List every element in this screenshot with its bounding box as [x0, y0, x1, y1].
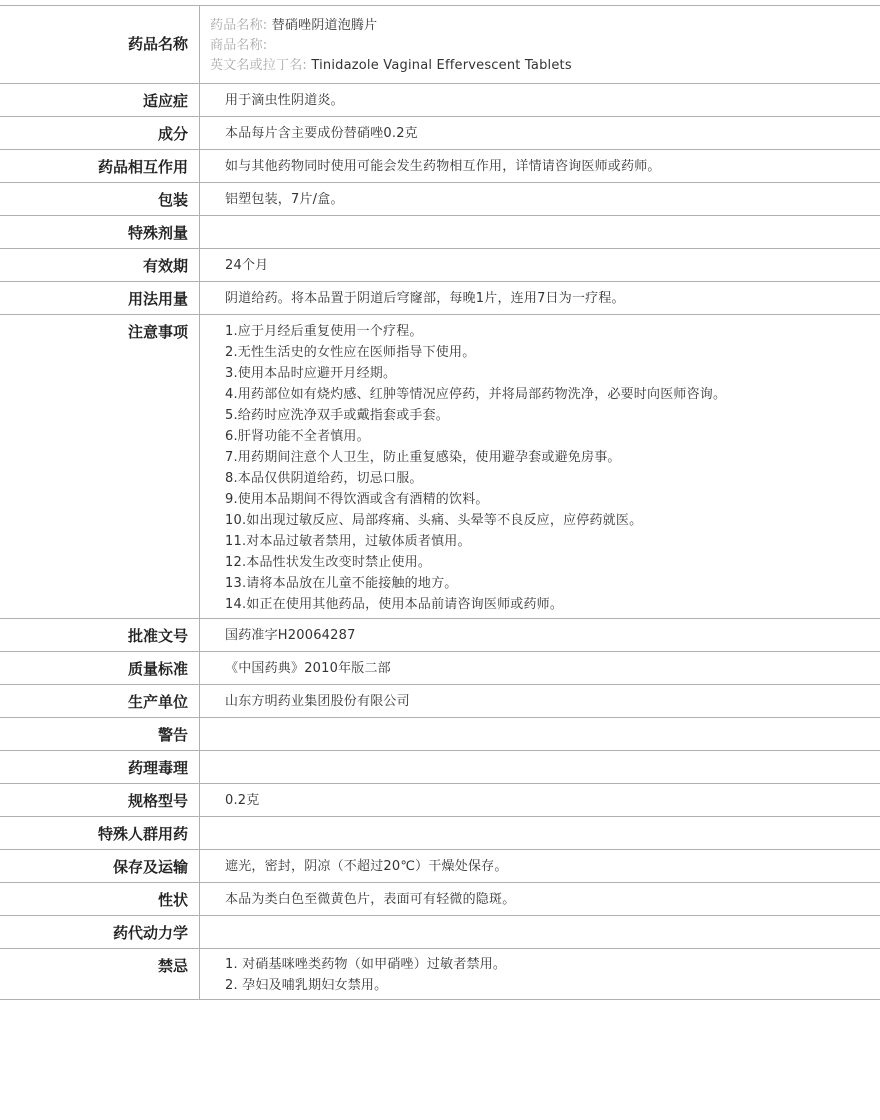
row-value: 0.2克 [225, 793, 260, 808]
row-dosage [0, 282, 880, 315]
list-item: 2. 孕妇及哺乳期妇女禁用。 [225, 978, 388, 993]
row-description [0, 883, 880, 916]
generic-name-value: 替硝唑阴道泡腾片 [271, 18, 378, 33]
row-special-populations [0, 817, 880, 850]
row-label: 适应症 [0, 84, 200, 116]
row-pharmacology [0, 751, 880, 784]
row-value: 阴道给药。将本品置于阴道后穹窿部，每晚1片，连用7日为一疗程。 [225, 291, 625, 306]
row-label: 质量标准 [0, 652, 200, 684]
list-item: 7.用药期间注意个人卫生，防止重复感染，使用避孕套或避免房事。 [225, 450, 621, 465]
list-item: 8.本品仅供阴道给药，切忌口服。 [225, 471, 423, 486]
list-item: 1. 对硝基咪唑类药物（如甲硝唑）过敏者禁用。 [225, 957, 507, 972]
row-manufacturer [0, 685, 880, 718]
row-drug-name [0, 6, 880, 84]
row-value [200, 718, 880, 750]
generic-name-label: 药品名称: [210, 18, 268, 33]
row-label: 警告 [0, 718, 200, 750]
trade-name-line [210, 36, 880, 56]
row-indications [0, 84, 880, 117]
row-label: 特殊剂量 [0, 216, 200, 248]
row-approval-number [0, 619, 880, 652]
row-label: 药品相互作用 [0, 150, 200, 182]
row-value: 如与其他药物同时使用可能会发生药物相互作用，详情请咨询医师或药师。 [225, 159, 661, 174]
row-label: 规格型号 [0, 784, 200, 816]
row-shelf-life [0, 249, 880, 282]
list-item: 9.使用本品期间不得饮酒或含有酒精的饮料。 [225, 492, 489, 507]
row-label: 药理毒理 [0, 751, 200, 783]
row-label: 禁忌 [0, 949, 200, 999]
list-item: 2.无性生活史的女性应在医师指导下使用。 [225, 345, 476, 360]
row-label: 保存及运输 [0, 850, 200, 882]
row-value [200, 216, 880, 248]
row-value: 本品每片含主要成份替硝唑0.2克 [225, 126, 418, 141]
row-value: 铝塑包装，7片/盒。 [225, 192, 344, 207]
list-item: 4.用药部位如有烧灼感、红肿等情况应停药，并将局部药物洗净，必要时向医师咨询。 [225, 387, 727, 402]
list-item: 10.如出现过敏反应、局部疼痛、头痛、头晕等不良反应，应停药就医。 [225, 513, 643, 528]
list-item: 6.肝肾功能不全者慎用。 [225, 429, 370, 444]
row-value: 山东方明药业集团股份有限公司 [225, 694, 410, 709]
row-value: 24个月 [225, 258, 269, 273]
row-value: 遮光，密封，阴凉（不超过20℃）干燥处保存。 [225, 859, 508, 874]
list-item: 5.给药时应洗净双手或戴指套或手套。 [225, 408, 450, 423]
row-label: 批准文号 [0, 619, 200, 651]
english-name-value: Tinidazole Vaginal Effervescent Tablets [311, 58, 572, 73]
row-packaging [0, 183, 880, 216]
list-item: 12.本品性状发生改变时禁止使用。 [225, 555, 432, 570]
list-item: 3.使用本品时应避开月经期。 [225, 366, 397, 381]
row-value: 国药准字H20064287 [225, 628, 356, 643]
contraindications-list [200, 949, 880, 999]
row-value [200, 916, 880, 948]
row-specification [0, 784, 880, 817]
row-pharmacokinetics [0, 916, 880, 949]
row-label: 成分 [0, 117, 200, 149]
precautions-list [200, 315, 880, 618]
row-interactions [0, 150, 880, 183]
english-name-line [210, 56, 880, 76]
row-quality-standard [0, 652, 880, 685]
row-ingredients [0, 117, 880, 150]
trade-name-label: 商品名称: [210, 38, 268, 53]
row-value: 《中国药典》2010年版二部 [225, 661, 391, 676]
row-label: 注意事项 [0, 315, 200, 618]
drug-info-table [0, 5, 880, 1000]
drug-name-values [200, 6, 880, 83]
row-label: 性状 [0, 883, 200, 915]
row-value [200, 751, 880, 783]
row-label: 药品名称 [0, 6, 200, 83]
list-item: 14.如正在使用其他药品，使用本品前请咨询医师或药师。 [225, 597, 564, 612]
generic-name-line [210, 16, 880, 36]
row-label: 特殊人群用药 [0, 817, 200, 849]
row-contraindications [0, 949, 880, 1000]
row-value: 用于滴虫性阴道炎。 [225, 93, 344, 108]
row-special-dosage [0, 216, 880, 249]
row-label: 有效期 [0, 249, 200, 281]
list-item: 11.对本品过敏者禁用，过敏体质者慎用。 [225, 534, 471, 549]
row-value: 本品为类白色至微黄色片，表面可有轻微的隐斑。 [225, 892, 516, 907]
row-value [200, 817, 880, 849]
english-name-label: 英文名或拉丁名: [210, 58, 307, 73]
row-label: 药代动力学 [0, 916, 200, 948]
list-item: 1.应于月经后重复使用一个疗程。 [225, 324, 423, 339]
row-warning [0, 718, 880, 751]
row-storage [0, 850, 880, 883]
row-precautions [0, 315, 880, 619]
row-label: 生产单位 [0, 685, 200, 717]
row-label: 包装 [0, 183, 200, 215]
row-label: 用法用量 [0, 282, 200, 314]
list-item: 13.请将本品放在儿童不能接触的地方。 [225, 576, 458, 591]
